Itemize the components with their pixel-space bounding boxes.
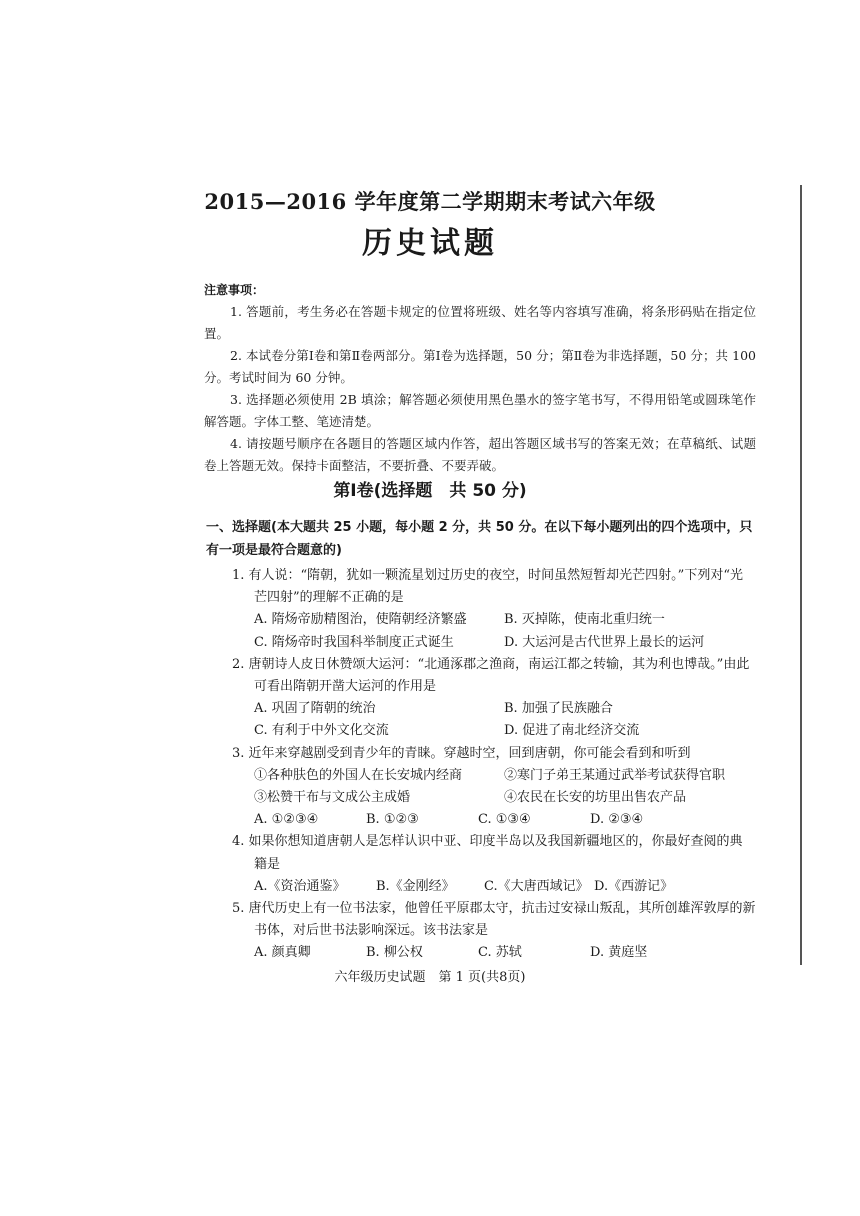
question-stem: 5. 唐代历史上有一位书法家，他曾任平原郡太守，抗击过安禄山叛乱，其所创雄浑敦厚的新 <box>232 901 756 917</box>
notes-block <box>204 279 756 477</box>
question-stem: 3. 近年来穿越剧受到青少年的青睐。穿越时空，回到唐朝，你可能会看到和听到 <box>232 745 691 761</box>
option-a: A.《资治通鉴》 <box>254 878 346 894</box>
question-stem-continued: 可看出隋朝开凿大运河的作用是 <box>254 679 437 695</box>
question-stem-continued: 籍是 <box>254 856 281 872</box>
option-a: A. 颜真卿 <box>254 945 311 961</box>
option-c: C.《大唐西域记》 <box>484 878 589 894</box>
option-c: C. 隋炀帝时我国科举制度正式诞生 <box>254 634 454 650</box>
questions-list <box>206 565 758 965</box>
option-b: B. 加强了民族融合 <box>504 701 613 717</box>
option-c: C. ①③④ <box>478 812 531 828</box>
option-d: D. 大运河是古代世界上最长的运河 <box>504 634 705 650</box>
statement-items <box>206 765 758 809</box>
option-b: B.《金刚经》 <box>376 878 455 894</box>
question-stem-continued: 书体，对后世书法影响深远。该书法家是 <box>254 923 489 939</box>
options <box>206 942 758 964</box>
options <box>206 809 758 831</box>
section-instructions: 一、选择题(本大题共 25 小题，每小题 2 分，共 50 分。在以下每小题列出的四个选项中，只有一项是最符合题意的) <box>206 520 753 558</box>
subject-title: 历史试题 <box>362 226 498 261</box>
note-item: 4. 请按题号顺序在各题目的答题区域内作答，超出答题区域书写的答案无效；在草稿纸、试题卷上答题无效。保持卡面整洁，不要折叠、不要弄破。 <box>204 436 756 473</box>
note-item: 3. 选择题必须使用 2B 填涂；解答题必须使用黑色墨水的签字笔书写，不得用铅笔或圆珠笔作解答题。字体工整、笔迹清楚。 <box>204 392 756 429</box>
section-title: 第Ⅰ卷(选择题 共 50 分) <box>333 481 527 501</box>
statement-2: ②寒门子弟王某通过武举考试获得官职 <box>504 767 726 783</box>
question-stem: 2. 唐朝诗人皮日休赞颂大运河：“北通涿郡之渔商，南运江都之转输，其为利也博哉。”由此 <box>232 656 750 672</box>
question-1 <box>206 565 758 654</box>
option-d: D.《西游记》 <box>594 878 674 894</box>
page-footer: 六年级历史试题 第 1 页(共8页) <box>334 970 526 985</box>
statement-3: ③松赞干布与文成公主成婚 <box>254 790 411 806</box>
statement-1: ①各种肤色的外国人在长安城内经商 <box>254 767 463 783</box>
option-d: D. 促进了南北经济交流 <box>504 723 640 739</box>
option-b: B. 灭掉陈，使南北重归统一 <box>504 612 665 628</box>
notes-heading: 注意事项： <box>204 283 265 297</box>
question-4 <box>206 831 758 898</box>
option-c: C. 有利于中外文化交流 <box>254 723 389 739</box>
exam-title: 2015—2016 学年度第二学期期末考试六年级 <box>204 189 656 214</box>
option-a: A. ①②③④ <box>254 812 319 828</box>
question-5 <box>206 898 758 965</box>
option-d: D. 黄庭坚 <box>590 945 648 961</box>
statement-4: ④农民在长安的坊里出售农产品 <box>504 790 687 806</box>
note-item: 1. 答题前，考生务必在答题卡规定的位置将班级、姓名等内容填写准确，将条形码贴在指定位置。 <box>204 304 756 341</box>
question-3 <box>206 743 758 832</box>
note-item: 2. 本试卷分第Ⅰ卷和第Ⅱ卷两部分。第Ⅰ卷为选择题，50 分；第Ⅱ卷为非选择题，50 分；共 100 分。考试时间为 60 分钟。 <box>204 348 756 385</box>
options <box>206 698 758 742</box>
question-2 <box>206 654 758 743</box>
option-d: D. ②③④ <box>590 812 644 828</box>
options <box>206 876 758 898</box>
option-a: A. 巩固了隋朝的统治 <box>254 701 376 717</box>
question-stem: 4. 如果你想知道唐朝人是怎样认识中亚、印度半岛以及我国新疆地区的，你最好查阅的典 <box>232 834 743 850</box>
question-stem: 1. 有人说：“隋朝，犹如一颗流星划过历史的夜空，时间虽然短暂却光芒四射。”下列对“光 <box>232 568 743 583</box>
binding-margin-line <box>800 185 802 965</box>
option-b: B. ①②③ <box>366 812 419 828</box>
option-b: B. 柳公权 <box>366 945 423 961</box>
question-stem-continued: 芒四射”的理解不正确的是 <box>254 590 404 606</box>
options <box>206 609 758 653</box>
option-a: A. 隋炀帝励精图治，使隋朝经济繁盛 <box>254 612 467 628</box>
option-c: C. 苏轼 <box>478 945 522 961</box>
